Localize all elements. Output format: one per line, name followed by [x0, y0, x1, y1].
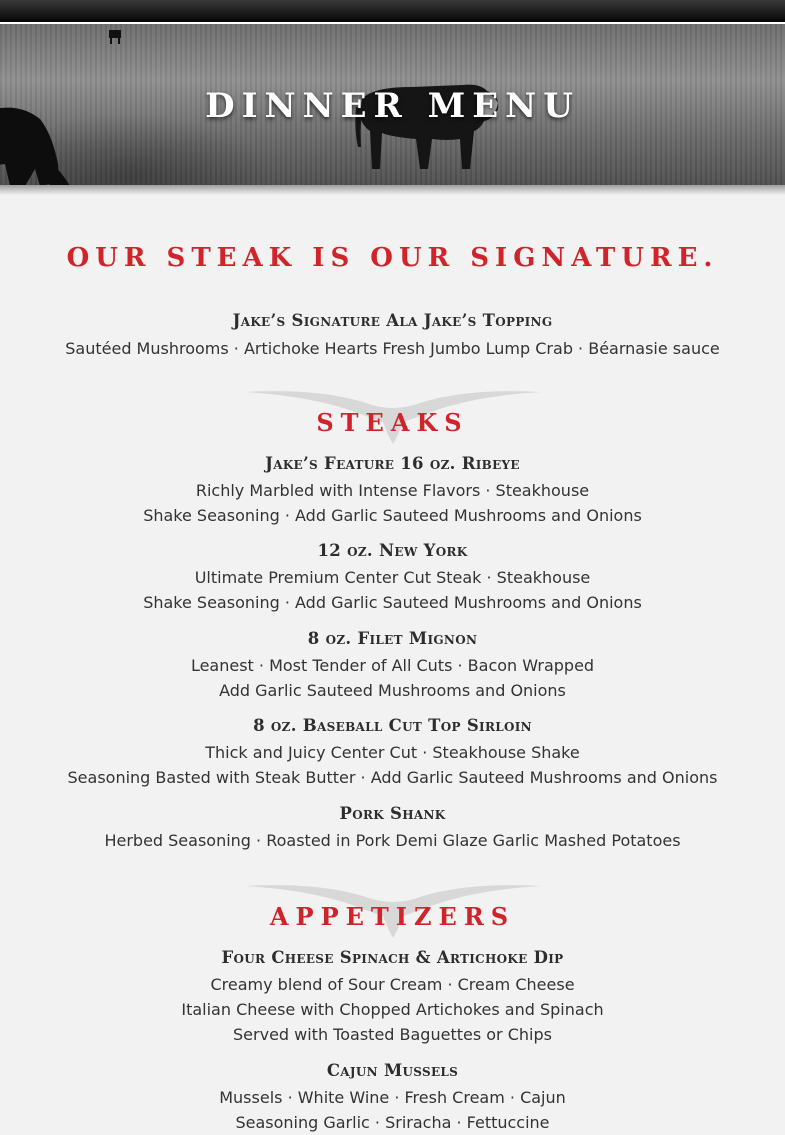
item-description: Creamy blend of Sour Cream · Cream Cheese: [210, 975, 575, 994]
menu-item: [0, 629, 785, 703]
item-name: Four Cheese Spinach & Artichoke Dip: [221, 948, 564, 967]
section-title-appetizers: APPETIZERS: [269, 902, 516, 931]
menu-item: [0, 1061, 785, 1135]
menu-item: [0, 541, 785, 615]
menu-item: [0, 948, 785, 1047]
item-description: Shake Seasoning · Add Garlic Sauteed Mushrooms and Onions: [143, 593, 642, 612]
item-name: 12 oz. New York: [317, 541, 468, 560]
distant-cow-image: [107, 26, 125, 44]
signature-item: [0, 311, 785, 361]
item-name: Jake’s Signature Ala Jake’s Topping: [232, 311, 553, 330]
item-description: Sautéed Mushrooms · Artichoke Hearts Fresh Jumbo Lump Crab · Béarnasie sauce: [65, 339, 720, 358]
item-name: Jake’s Feature 16 oz. Ribeye: [265, 454, 520, 473]
item-description: Add Garlic Sauteed Mushrooms and Onions: [219, 681, 566, 700]
menu-item: [0, 716, 785, 790]
item-name: 8 oz. Filet Mignon: [307, 629, 478, 648]
section-title-steaks: STEAKS: [316, 408, 469, 437]
item-description: Ultimate Premium Center Cut Steak · Steakhouse: [194, 568, 591, 587]
item-name: Cajun Mussels: [326, 1061, 459, 1080]
item-description: Italian Cheese with Chopped Artichokes and Spinach: [181, 1000, 604, 1019]
item-description: Richly Marbled with Intense Flavors · Steakhouse: [195, 481, 590, 500]
item-description: Herbed Seasoning · Roasted in Pork Demi Glaze Garlic Mashed Potatoes: [104, 831, 681, 850]
item-name: 8 oz. Baseball Cut Top Sirloin: [253, 716, 532, 735]
item-description: Thick and Juicy Center Cut · Steakhouse Shake: [205, 743, 580, 762]
item-description: Served with Toasted Baguettes or Chips: [233, 1025, 552, 1044]
signature-heading: OUR STEAK IS OUR SIGNATURE.: [66, 243, 719, 273]
item-description: Leanest · Most Tender of All Cuts · Bacon Wrapped: [190, 656, 595, 675]
menu-item: [0, 804, 785, 853]
page-title: DINNER MENU: [205, 86, 580, 126]
menu-item: [0, 454, 785, 528]
top-bar: [0, 0, 785, 24]
item-description: Mussels · White Wine · Fresh Cream · Cajun: [219, 1088, 566, 1107]
hero-banner: [0, 24, 785, 185]
item-description: Shake Seasoning · Add Garlic Sauteed Mushrooms and Onions: [143, 506, 642, 525]
hero-shadow: [0, 185, 785, 195]
item-description: Seasoning Garlic · Sriracha · Fettuccine: [235, 1113, 550, 1132]
item-name: Pork Shank: [339, 804, 446, 823]
item-description: Seasoning Basted with Steak Butter · Add Garlic Sauteed Mushrooms and Onions: [67, 768, 718, 787]
